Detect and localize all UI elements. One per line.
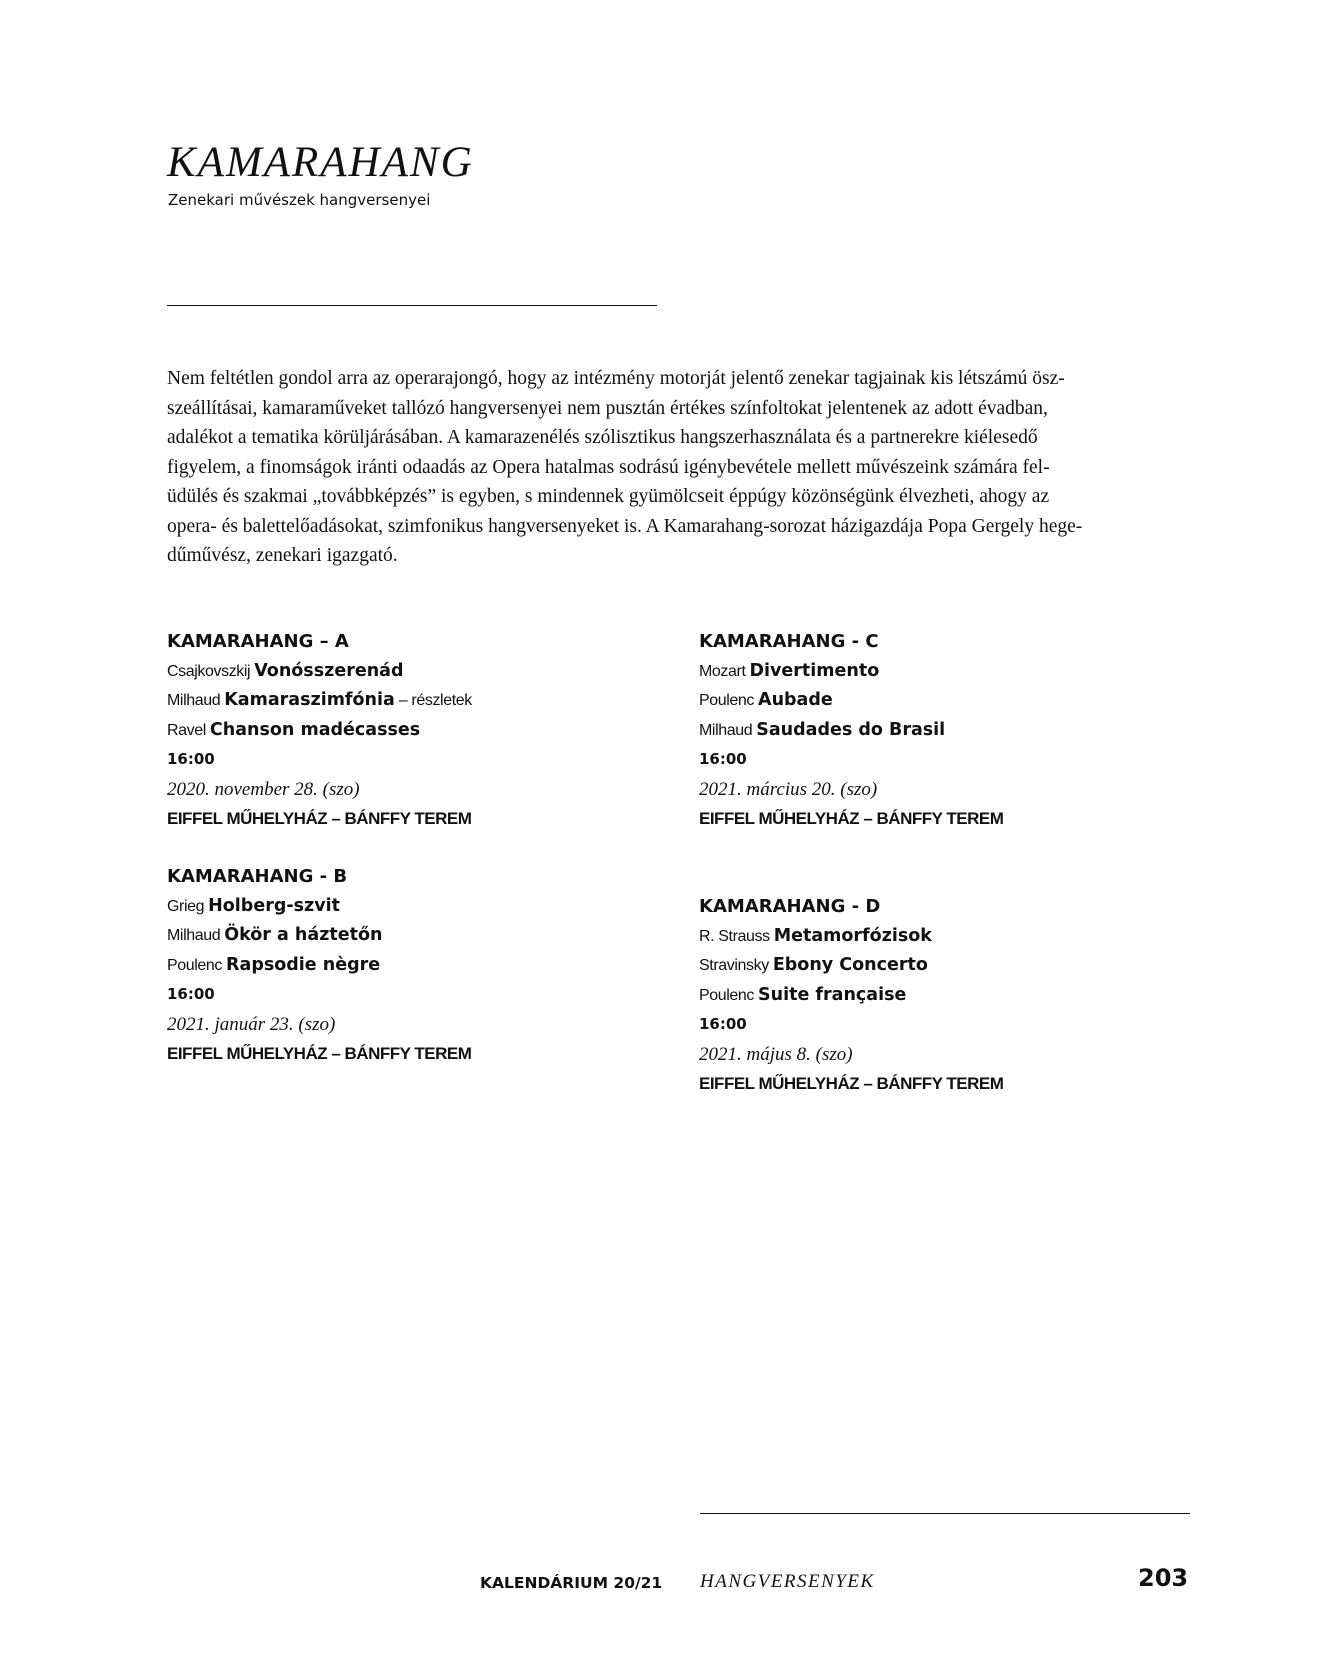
program-item (167, 657, 647, 687)
program-item (167, 951, 647, 981)
work-title: Holberg-szvit (208, 895, 340, 916)
program-d (699, 892, 1179, 1099)
work-title: Metamorfózisok (773, 925, 932, 946)
program-item (699, 951, 1179, 981)
program-venue: EIFFEL MŰHELYHÁZ – BÁNFFY TEREM (699, 809, 1004, 828)
work-title: Divertimento (749, 660, 880, 681)
program-venue: EIFFEL MŰHELYHÁZ – BÁNFFY TEREM (167, 1044, 472, 1063)
program-time: 16:00 (699, 750, 747, 768)
program-venue: EIFFEL MŰHELYHÁZ – BÁNFFY TEREM (699, 1074, 1004, 1093)
program-date: 2021. január 23. (szo) (167, 1013, 336, 1035)
composer-name: R. Strauss (699, 927, 770, 945)
composer-name: Poulenc (699, 986, 755, 1004)
work-title: Rapsodie nègre (226, 954, 381, 975)
intro-line: dűművész, zenekari igazgató. (167, 545, 398, 566)
program-item (699, 657, 1179, 687)
composer-name: Poulenc (167, 956, 223, 974)
intro-line: opera- és balettelőadásokat, szimfonikus hangversenyeket is. A Kamarahang-sorozat házigazdája Popa Gergely hege- (167, 515, 1083, 537)
program-item (167, 921, 647, 951)
composer-name: Milhaud (699, 721, 753, 739)
program-title: KAMARAHANG – A (167, 631, 349, 652)
program-item (699, 686, 1179, 716)
program-c (699, 627, 1179, 834)
program-item (167, 686, 647, 716)
program-time: 16:00 (167, 750, 215, 768)
program-item (699, 981, 1179, 1011)
work-title: Ebony Concerto (772, 955, 928, 975)
work-note: – részletek (394, 692, 472, 709)
intro-line: üdülés és szakmai „továbbképzés” is egyben, s mindennek gyümölcseit éppúgy közönségünk élvezheti, ahogy az (167, 486, 1050, 507)
composer-name: Milhaud (167, 692, 221, 709)
program-title: KAMARAHANG - B (167, 866, 348, 887)
intro-line: figyelem, a finomságok iránti odaadás az Opera hatalmas sodrású igénybevétele mellett művészeink számára fel- (167, 456, 1050, 478)
program-date: 2021. március 20. (szo) (699, 778, 878, 800)
intro-paragraph (167, 364, 1199, 571)
composer-name: Ravel (167, 721, 206, 739)
composer-name: Mozart (699, 662, 746, 680)
intro-line: Nem feltétlen gondol arra az operarajongó, hogy az intézmény motorját jelentő zenekar tagjainak kis létszámú ösz- (167, 368, 1065, 389)
program-venue: EIFFEL MŰHELYHÁZ – BÁNFFY TEREM (167, 809, 472, 828)
page-subtitle: Zenekari művészek hangversenyei (168, 191, 431, 209)
work-title: Saudades do Brasil (756, 719, 946, 740)
composer-name: Grieg (167, 897, 205, 915)
composer-name: Poulenc (699, 692, 755, 709)
work-title: Suite française (758, 984, 907, 1005)
program-time: 16:00 (699, 1015, 747, 1033)
work-title: Chanson madécasses (209, 719, 421, 740)
work-title: Ökör a háztetőn (224, 925, 383, 945)
top-divider (167, 305, 657, 306)
footer-section: HANGVERSENYEK (700, 1571, 875, 1592)
program-date: 2020. november 28. (szo) (167, 778, 360, 800)
intro-line: szeállításai, kamaraműveket tallózó hangversenyei nem pusztán értékes színfoltokat jelentenek az adott évadban, (167, 397, 1048, 419)
bottom-divider (700, 1513, 1190, 1514)
composer-name: Stravinsky (699, 957, 769, 974)
program-item (167, 716, 647, 746)
program-title: KAMARAHANG - D (699, 896, 881, 917)
page-title: KAMARAHANG (167, 139, 474, 186)
program-time: 16:00 (167, 985, 215, 1003)
composer-name: Milhaud (167, 927, 221, 944)
program-item (699, 922, 1179, 952)
program-a (167, 627, 647, 834)
composer-name: Csajkovszkij (167, 662, 251, 680)
page-number: 203 (1138, 1564, 1189, 1592)
work-title: Aubade (758, 690, 833, 710)
program-title: KAMARAHANG - C (699, 631, 879, 652)
program-item (699, 716, 1179, 746)
program-date: 2021. május 8. (szo) (699, 1043, 853, 1065)
program-item (167, 892, 647, 922)
program-b (167, 862, 647, 1069)
work-title: Vonósszerenád (254, 660, 404, 681)
work-title: Kamaraszimfónia (224, 690, 395, 710)
intro-line: adalékot a tematika körüljárásában. A kamarazenélés szólisztikus hangszerhasználata és a partnerekre kiélesedő (167, 427, 1038, 448)
footer-publication: KALENDÁRIUM 20/21 (480, 1574, 663, 1592)
